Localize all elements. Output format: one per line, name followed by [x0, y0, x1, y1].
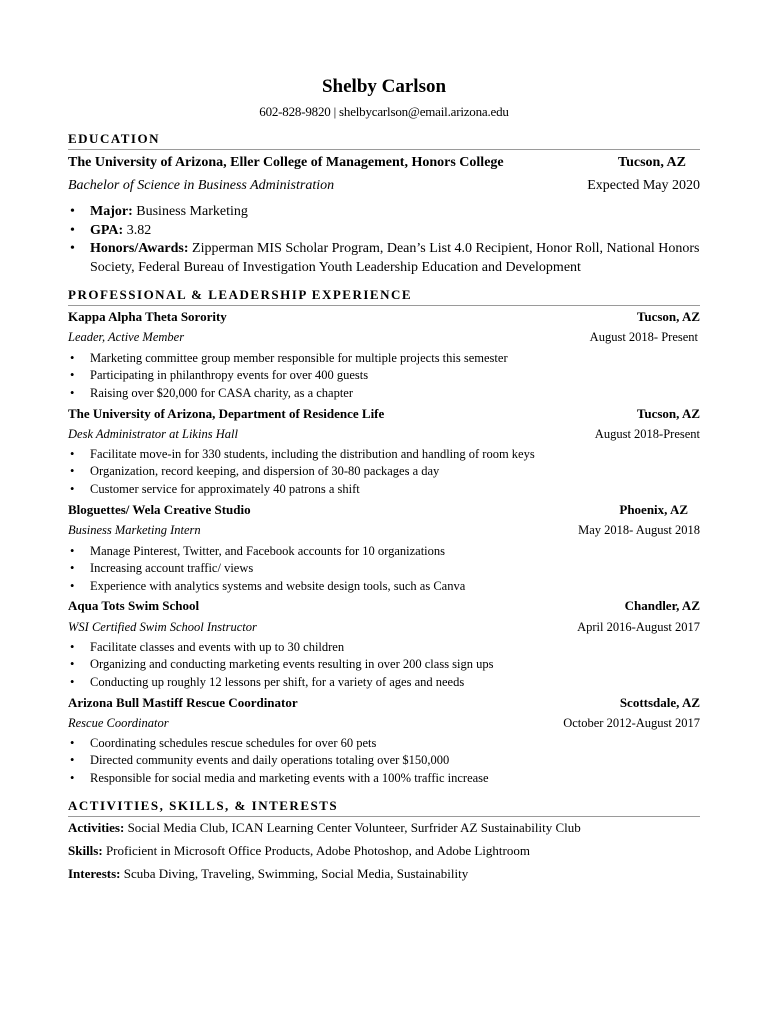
list-item: • Raising over $20,000 for CASA charity, as a chapter — [68, 385, 700, 402]
list-item: • Facilitate classes and events with up to 30 children — [68, 639, 700, 656]
role-title: Business Marketing Intern — [68, 523, 201, 537]
experience-bullets — [68, 639, 700, 691]
experience-org-row — [68, 597, 700, 615]
skills-line: Skills: Proficient in Microsoft Office Products, Adobe Photoshop, and Adobe Lightroom — [68, 843, 530, 858]
contact-info: 602-828-9820 | shelbycarlson@email.arizona.edu — [259, 104, 509, 119]
education-bullets — [68, 203, 700, 277]
list-item: • Coordinating schedules rescue schedules for over 60 pets — [68, 735, 700, 752]
list-item: • GPA: 3.82 — [68, 222, 700, 241]
org-location: Tucson, AZ — [636, 406, 700, 421]
list-item: • Conducting up roughly 12 lessons per shift, for a variety of ages and needs — [68, 674, 700, 691]
list-item: • Organization, record keeping, and dispersion of 30-80 packages a day — [68, 463, 700, 480]
list-item: • Responsible for social media and marketing events with a 100% traffic increase — [68, 770, 700, 787]
org-name: Aqua Tots Swim School — [68, 598, 200, 613]
experience-bullets — [68, 350, 700, 402]
list-item: • Increasing account traffic/ views — [68, 560, 700, 577]
experience-bullets — [68, 735, 700, 787]
experience-role-row — [68, 328, 700, 346]
applicant-name: Shelby Carlson — [321, 76, 447, 97]
experience-role-row — [68, 714, 700, 732]
list-item: • Facilitate move-in for 330 students, including the distribution and handling of room keys — [68, 446, 700, 463]
experience-org-row — [68, 405, 700, 423]
degree-date: Expected May 2020 — [587, 178, 700, 193]
experience-org-row — [68, 501, 700, 519]
role-dates: August 2018-Present — [594, 427, 700, 441]
degree-name: Bachelor of Science in Business Administration — [68, 178, 335, 193]
org-name: Bloguettes/ Wela Creative Studio — [68, 502, 251, 517]
org-name: Kappa Alpha Theta Sorority — [68, 309, 227, 324]
list-item: • Manage Pinterest, Twitter, and Facebook accounts for 10 organizations — [68, 543, 700, 560]
list-item: • Honors/Awards: Zipperman MIS Scholar Program, Dean’s List 4.0 Recipient, Honor Roll, National Honors Society, Federal Bureau of Investigation Youth Leadership Education and Development — [68, 240, 700, 277]
experience-role-row — [68, 425, 700, 443]
org-location: Phoenix, AZ — [619, 502, 688, 517]
experience-role-row — [68, 618, 700, 636]
list-item: • Major: Business Marketing — [68, 203, 700, 222]
activities-line: Activities: Social Media Club, ICAN Learning Center Volunteer, Surfrider AZ Sustainability Club — [68, 820, 581, 835]
role-dates: August 2018- Present — [589, 330, 698, 344]
experience-bullets — [68, 446, 700, 498]
experience-heading: PROFESSIONAL & LEADERSHIP EXPERIENCE — [68, 287, 700, 306]
list-item: • Participating in philanthropy events for over 400 guests — [68, 367, 700, 384]
school-name: The University of Arizona, Eller College of Management, Honors College — [68, 155, 504, 170]
role-title: Desk Administrator at Likins Hall — [68, 427, 238, 441]
interests-line: Interests: Scuba Diving, Traveling, Swimming, Social Media, Sustainability — [68, 866, 469, 881]
list-item: • Experience with analytics systems and website design tools, such as Canva — [68, 578, 700, 595]
role-title: WSI Certified Swim School Instructor — [68, 620, 257, 634]
experience-bullets — [68, 543, 700, 595]
experience-org-row — [68, 308, 700, 326]
education-heading: EDUCATION — [68, 131, 700, 150]
role-title: Leader, Active Member — [68, 330, 185, 344]
org-name: The University of Arizona, Department of Residence Life — [68, 406, 385, 421]
role-dates: May 2018- August 2018 — [578, 523, 700, 537]
role-dates: April 2016-August 2017 — [577, 620, 700, 634]
list-item: • Marketing committee group member responsible for multiple projects this semester — [68, 350, 700, 367]
education-school-row — [68, 154, 700, 172]
role-title: Rescue Coordinator — [68, 716, 169, 730]
role-dates: October 2012-August 2017 — [563, 716, 700, 730]
list-item: • Customer service for approximately 40 patrons a shift — [68, 481, 700, 498]
org-name: Arizona Bull Mastiff Rescue Coordinator — [68, 695, 298, 710]
list-item: • Directed community events and daily operations totaling over $150,000 — [68, 752, 700, 769]
experience-org-row — [68, 694, 700, 712]
list-item: • Organizing and conducting marketing events resulting in over 200 class sign ups — [68, 656, 700, 673]
activities-heading: ACTIVITIES, SKILLS, & INTERESTS — [68, 798, 700, 817]
org-location: Scottsdale, AZ — [619, 695, 700, 710]
education-degree-row — [68, 177, 700, 195]
org-location: Chandler, AZ — [624, 598, 700, 613]
org-location: Tucson, AZ — [636, 309, 700, 324]
school-location: Tucson, AZ — [618, 155, 686, 170]
experience-role-row — [68, 521, 700, 539]
